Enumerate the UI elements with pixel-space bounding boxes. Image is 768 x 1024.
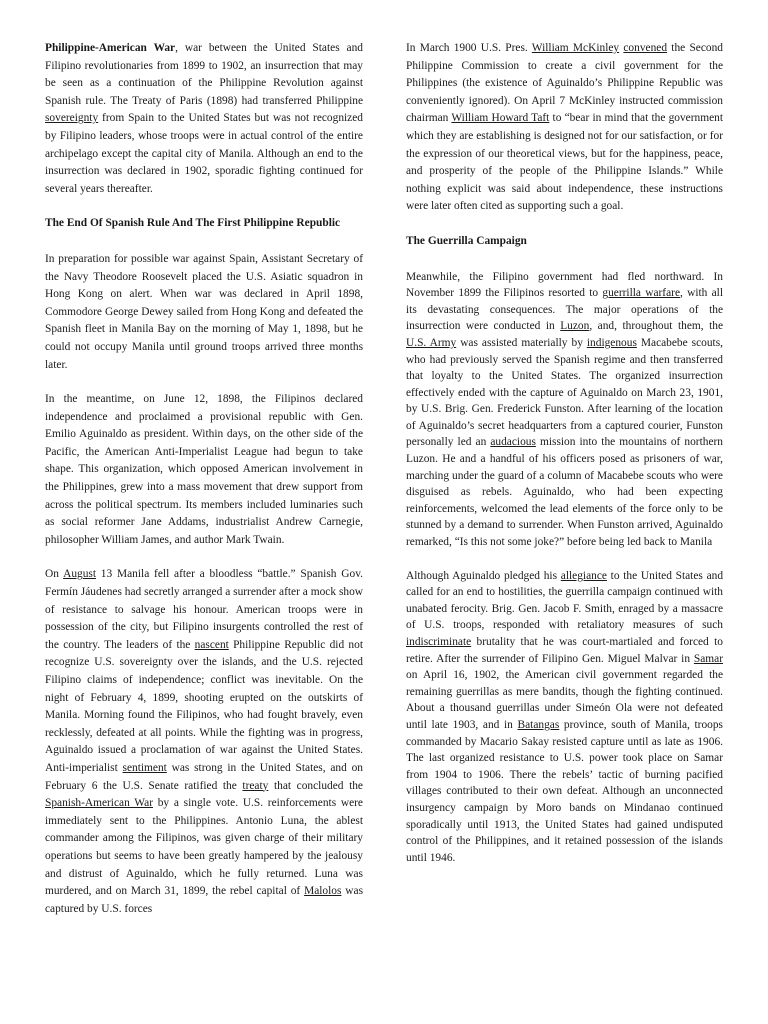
text-span: that concluded the bbox=[268, 779, 363, 792]
article-term: Philippine-American War bbox=[45, 42, 176, 54]
section-heading-end-of-spanish-rule: The End Of Spanish Rule And The First Philippine Republic bbox=[45, 217, 341, 230]
link-audacious[interactable]: audacious bbox=[490, 436, 536, 449]
paragraph-meanwhile bbox=[406, 269, 723, 551]
link-spanish-american-war[interactable]: Spanish-American War bbox=[45, 797, 153, 810]
link-sovereignty[interactable]: sovereignty bbox=[45, 112, 99, 125]
link-guerrilla-warfare[interactable]: guerrilla warfare bbox=[602, 287, 681, 300]
section-heading-guerrilla-campaign: The Guerrilla Campaign bbox=[406, 234, 527, 247]
text-span: , with all its devastating consequences. The major operations of the insurrection were conducted in bbox=[406, 287, 724, 333]
text-span: In March 1900 U.S. Pres. bbox=[406, 42, 532, 54]
paragraph-preparation: In preparation for possible war against Spain, Assistant Secretary of the Navy Theodore Roosevelt placed the U.S. Asiatic squadron in Hong Kong on alert. When war was declared in April 1898, Commodore George Dewey sailed from Hong Kong and defeated the Spanish fleet in Manila Bay on the morning of May 1, 1898, but he could not occupy Manila until ground troops arrived three months later. bbox=[45, 252, 363, 371]
link-allegiance[interactable]: allegiance bbox=[560, 569, 607, 582]
text-span: , and, throughout them, the bbox=[589, 320, 723, 333]
text-span: mission into the mountains of northern Luzon. He and a handful of his officers posed as prisoners of war, marching under the guard of a column of Macabebe scouts who were disguised as rebels. Aguinaldo, who had been expecting reinforcements, welcomed the lead elements of the force only to be stunned by a demand to surrender. When Funston arrived, Aguinaldo remarked, “Is this not some joke?” before being led back to Manila bbox=[406, 436, 723, 549]
text-span: Philippine Republic did not recognize U.S. sovereignty over the islands, and the U.S. rejected Filipino claims of independence; conflict was inevitable. On the night of February 4, 1899, shooting erupted on the outskirts of Manila. Morning found the Filipinos, who had fought bravely, even recklessly, defeated at all points. While the fighting was in progress, Aguinaldo issued a proclamation of war against the United States. Anti-imperialist bbox=[45, 638, 363, 774]
text-span: brutality that he was court-martialed and forced to retire. After the surrender of Filipino Gen. Miguel Malvar in bbox=[406, 636, 723, 665]
text-span: 13 Manila fell after a bloodless “battle.” Spanish Gov. Fermín Jáudenes had secretly arranged a surrender after a mock show of resistance to salvage his honour. American troops were in possession of the city, but Filipino insurgents controlled the rest of the country. The leaders of the bbox=[45, 568, 363, 651]
text-span: to “bear in mind that the government which they are establishing is designed not for our satisfaction, or for the expression of our theoretical views, but for the happiness, peace, and prosperity of the people of the Philippine Islands.” While nothing explicit was said about independence, these instructions were later often cited as supporting such a goal. bbox=[406, 112, 723, 213]
text-span: to the United States and called for an end to hostilities, the guerrilla campaign continued with unabated ferocity. Brig. Gen. Jacob F. Smith, enraged by a massacre of U.S. troops, responded with retaliatory measures of such bbox=[406, 569, 724, 632]
paragraph-march-1900 bbox=[406, 40, 723, 216]
paragraph-allegiance bbox=[406, 568, 723, 867]
link-treaty[interactable]: treaty bbox=[242, 779, 269, 792]
text-span: by a single vote. U.S. reinforcements were immediately sent to the Philippines. Antonio Luna, the ablest commander among the Filipinos, was given charge of their military operations but seems to have been greatly hampered by the jealousy and distrust of Aguinaldo, which he fully returned. Luna was murdered, and on March 31, 1899, the rebel capital of bbox=[45, 797, 363, 898]
link-william-mckinley[interactable]: William McKinley bbox=[531, 42, 620, 54]
link-august[interactable]: August bbox=[63, 568, 97, 581]
link-nascent[interactable]: nascent bbox=[194, 638, 229, 651]
text-span: , war between the United States and Filipino revolutionaries from 1899 to 1902, an insurrection that may be seen as a continuation of the Philippine Revolution against Spanish rule. The Treaty of Paris (1898) had transferred Philippine bbox=[45, 42, 364, 107]
text-span: was strong in the United States, and on February 6 the U.S. Senate ratified the bbox=[45, 761, 363, 792]
link-sentiment[interactable]: sentiment bbox=[122, 761, 167, 774]
link-us-army[interactable]: U.S. Army bbox=[406, 336, 457, 349]
text-span: Meanwhile, the Filipino government had fled northward. In November 1899 the Filipinos resorted to bbox=[406, 270, 723, 300]
link-malolos[interactable]: Malolos bbox=[304, 885, 342, 898]
link-samar[interactable]: Samar bbox=[693, 652, 723, 665]
right-column bbox=[406, 40, 723, 883]
text-span: Macabebe scouts, who had previously served the Spanish regime and then transferred that loyalty to the United States. The organized insurrection effectively ended with the capture of Aguinaldo on March 23, 1901, by U.S. Brig. Gen. Frederick Funston. After learning of the location of Aguinaldo’s secret headquarters from a captured courier, Funston personally led an bbox=[406, 336, 723, 449]
link-indiscriminate[interactable]: indiscriminate bbox=[406, 636, 472, 648]
paragraph-meantime: In the meantime, on June 12, 1898, the Filipinos declared independence and proclaimed a provisional republic with Gen. Emilio Aguinaldo as president. Within days, on the other side of the Pacific, the American Anti-Imperialist League had begun to take shape. This organization, which opposed American involvement in the Philippines, grew into a mass movement that drew support from across the political spectrum. Its members included luminaries such as social reformer Jane Addams, industrialist Andrew Carnegie, philosopher William James, and author Mark Twain. bbox=[45, 393, 363, 546]
intro-paragraph bbox=[45, 40, 363, 198]
link-william-howard-taft[interactable]: William Howard Taft bbox=[451, 112, 550, 125]
text-span: On bbox=[45, 568, 64, 581]
link-luzon[interactable]: Luzon bbox=[560, 320, 590, 333]
text-span: from Spain to the United States but was not recognized by Filipino leaders, whose troops were in actual control of the entire archipelago except the capital city of Manila. Although an end to the insurrection was declared in 1902, sporadic fighting continued for several years thereafter. bbox=[45, 112, 363, 195]
text-span: Although Aguinaldo pledged his bbox=[406, 569, 561, 582]
link-batangas[interactable]: Batangas bbox=[517, 718, 560, 731]
text-span: province, south of Manila, troops commanded by Macario Sakay resisted capture until as late as 1906. The last organized resistance to U.S. power took place on Samar from 1904 to 1906. There the rebels’ tactic of burning pacified villages contributed to their own defeat. Although an unconnected insurgency campaign by Moro bands on Mindanao continued sporadically until 1913, the United States had gained undisputed control of the Philippines, and it retained possession of the islands until 1946. bbox=[406, 718, 723, 864]
link-convened[interactable]: convened bbox=[623, 42, 668, 54]
paragraph-august bbox=[45, 566, 363, 918]
link-indigenous[interactable]: indigenous bbox=[586, 336, 637, 349]
text-span: was captured by U.S. forces bbox=[45, 885, 363, 915]
text-span: on April 16, 1902, the American civil government regarded the remaining guerrillas as mere bandits, though the fighting continued. About a thousand guerrillas under Simeón Ola were not defeated until late 1903, and in bbox=[406, 669, 723, 731]
text-span: was assisted materially by bbox=[456, 336, 587, 349]
text-span: the Second Philippine Commission to create a civil government for the Philippines (the existence of Aguinaldo’s Philippine Republic was conveniently ignored). On April 7 McKinley instructed commission chairman bbox=[406, 42, 723, 125]
left-column bbox=[45, 40, 363, 935]
